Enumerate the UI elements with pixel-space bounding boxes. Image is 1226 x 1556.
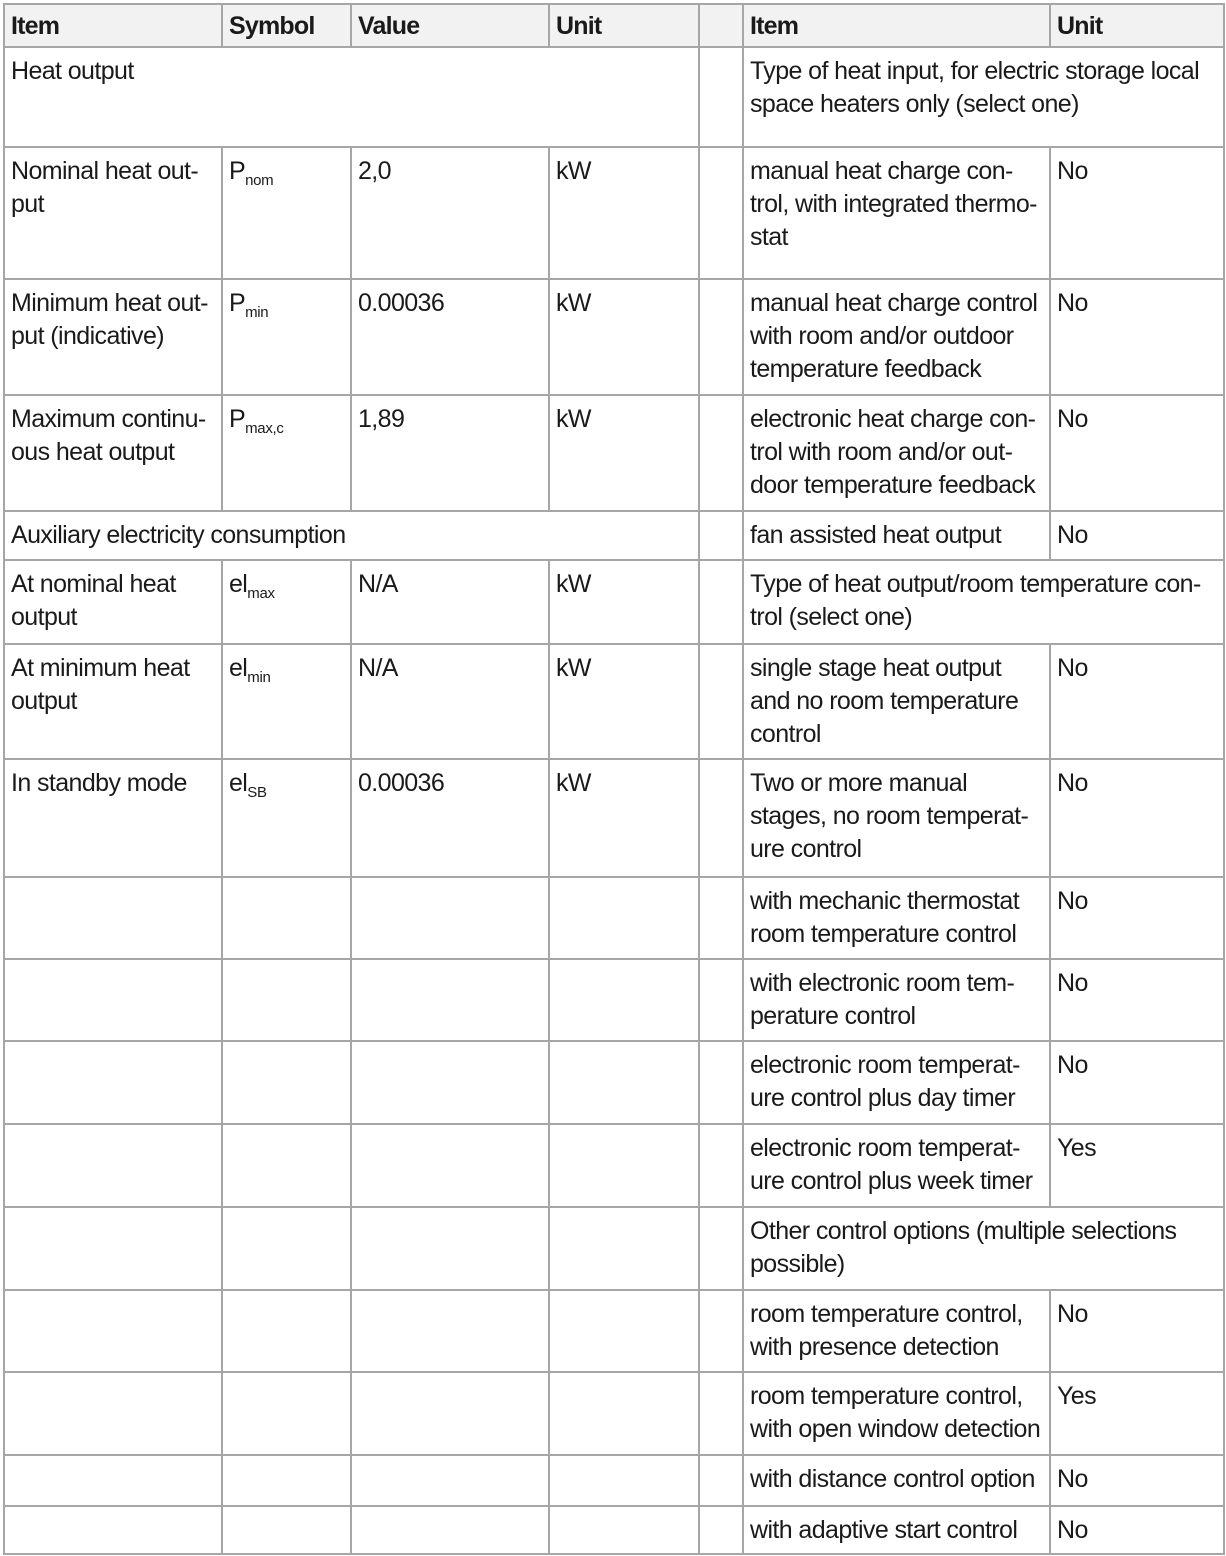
- right-unit-cell: No: [1050, 644, 1224, 759]
- empty-cell: [549, 1506, 699, 1554]
- table-row: [4, 877, 1224, 959]
- empty-cell: [351, 1506, 549, 1554]
- right-unit-cell: No: [1050, 511, 1224, 560]
- empty-cell: [222, 1041, 351, 1124]
- right-unit-cell: No: [1050, 1041, 1224, 1124]
- table-row: [4, 1124, 1224, 1207]
- spacer-cell: [699, 959, 743, 1041]
- header-right-unit: Unit: [1050, 4, 1224, 47]
- section-heat-output: Heat output: [4, 47, 699, 147]
- empty-cell: [549, 1290, 699, 1372]
- spacer-cell: [699, 1041, 743, 1124]
- item-cell: Minimum heat out-put (indicative): [4, 279, 222, 395]
- table-row: [4, 511, 1224, 560]
- right-unit-cell: No: [1050, 959, 1224, 1041]
- empty-cell: [549, 1124, 699, 1207]
- empty-cell: [351, 877, 549, 959]
- empty-cell: [549, 1207, 699, 1290]
- spacer-cell: [699, 511, 743, 560]
- empty-cell: [222, 1372, 351, 1455]
- right-item-cell: fan assisted heat output: [743, 511, 1050, 560]
- right-item-cell: Two or more manual stages, no room temperat-ure control: [743, 759, 1050, 877]
- symbol-cell: $el_{max}$: [222, 560, 351, 644]
- item-cell: In standby mode: [4, 759, 222, 877]
- empty-cell: [351, 1124, 549, 1207]
- empty-cell: [222, 959, 351, 1041]
- item-cell: Nominal heat out-put: [4, 147, 222, 279]
- spacer-cell: [699, 1290, 743, 1372]
- table-row: [4, 560, 1224, 644]
- empty-cell: [4, 959, 222, 1041]
- empty-cell: [4, 1506, 222, 1554]
- unit-cell: kW: [549, 644, 699, 759]
- unit-cell: kW: [549, 147, 699, 279]
- table-row: [4, 1041, 1224, 1124]
- spacer-cell: [699, 279, 743, 395]
- spacer-cell: [699, 1455, 743, 1506]
- empty-cell: [4, 1372, 222, 1455]
- unit-cell: kW: [549, 759, 699, 877]
- right-item-cell: with electronic room tem-perature control: [743, 959, 1050, 1041]
- right-unit-cell: No: [1050, 759, 1224, 877]
- empty-cell: [4, 1207, 222, 1290]
- symbol-cell: $P_{max,c}$: [222, 395, 351, 511]
- value-cell: 1,89: [351, 395, 549, 511]
- header-value: Value: [351, 4, 549, 47]
- section-heat-output-control: Type of heat output/room temperature con-trol (select one): [743, 560, 1224, 644]
- symbol-cell: $P_{nom}$: [222, 147, 351, 279]
- symbol-cell: $P_{min}$: [222, 279, 351, 395]
- table-row: [4, 1455, 1224, 1506]
- table-row: [4, 1506, 1224, 1554]
- header-symbol: Symbol: [222, 4, 351, 47]
- unit-cell: kW: [549, 395, 699, 511]
- right-item-cell: with adaptive start control: [743, 1506, 1050, 1554]
- right-unit-cell: No: [1050, 147, 1224, 279]
- value-cell: 0.00036: [351, 279, 549, 395]
- spacer-cell: [699, 1506, 743, 1554]
- unit-cell: kW: [549, 560, 699, 644]
- right-unit-cell: No: [1050, 279, 1224, 395]
- value-cell: 0.00036: [351, 759, 549, 877]
- empty-cell: [222, 1124, 351, 1207]
- spacer-cell: [699, 395, 743, 511]
- table-row: [4, 1207, 1224, 1290]
- right-item-cell: with distance control option: [743, 1455, 1050, 1506]
- section-other-controls: Other control options (multiple selections possible): [743, 1207, 1224, 1290]
- empty-cell: [4, 1455, 222, 1506]
- empty-cell: [351, 1041, 549, 1124]
- right-unit-cell: No: [1050, 1506, 1224, 1554]
- right-item-cell: with mechanic thermostat room temperature control: [743, 877, 1050, 959]
- empty-cell: [4, 1124, 222, 1207]
- item-cell: At nominal heat output: [4, 560, 222, 644]
- header-unit: Unit: [549, 4, 699, 47]
- empty-cell: [222, 1506, 351, 1554]
- empty-cell: [549, 1455, 699, 1506]
- right-unit-cell: No: [1050, 395, 1224, 511]
- right-unit-cell: No: [1050, 1290, 1224, 1372]
- empty-cell: [549, 877, 699, 959]
- symbol-cell: $el_{min}$: [222, 644, 351, 759]
- table-row: [4, 47, 1224, 147]
- right-unit-cell: Yes: [1050, 1124, 1224, 1207]
- spacer-cell: [699, 644, 743, 759]
- spacer-cell: [699, 560, 743, 644]
- empty-cell: [351, 1207, 549, 1290]
- spacer-cell: [699, 1207, 743, 1290]
- value-cell: 2,0: [351, 147, 549, 279]
- item-cell: Maximum continu-ous heat output: [4, 395, 222, 511]
- right-item-cell: manual heat charge con-trol, with integrated thermo-stat: [743, 147, 1050, 279]
- right-unit-cell: Yes: [1050, 1372, 1224, 1455]
- right-item-cell: electronic heat charge con-trol with room and/or out-door temperature feedback: [743, 395, 1050, 511]
- symbol-cell: $el_{SB}$: [222, 759, 351, 877]
- empty-cell: [4, 1041, 222, 1124]
- section-heat-input: Type of heat input, for electric storage local space heaters only (select one): [743, 47, 1224, 147]
- empty-cell: [351, 1455, 549, 1506]
- empty-cell: [4, 1290, 222, 1372]
- table-row: [4, 644, 1224, 759]
- empty-cell: [549, 1041, 699, 1124]
- spacer-cell: [699, 1372, 743, 1455]
- table-row: [4, 147, 1224, 279]
- empty-cell: [4, 877, 222, 959]
- table-row: [4, 279, 1224, 395]
- value-cell: N/A: [351, 644, 549, 759]
- header-item: Item: [4, 4, 222, 47]
- unit-cell: kW: [549, 279, 699, 395]
- empty-cell: [351, 959, 549, 1041]
- spacer-cell: [699, 47, 743, 147]
- spacer-cell: [699, 147, 743, 279]
- table-row: [4, 1290, 1224, 1372]
- header-right-item: Item: [743, 4, 1050, 47]
- right-item-cell: electronic room temperat-ure control plus day timer: [743, 1041, 1050, 1124]
- empty-cell: [222, 1207, 351, 1290]
- empty-cell: [549, 1372, 699, 1455]
- empty-cell: [351, 1290, 549, 1372]
- spacer-cell: [699, 759, 743, 877]
- empty-cell: [549, 959, 699, 1041]
- ecodesign-spec-table: [3, 3, 1225, 1555]
- table-row: [4, 1372, 1224, 1455]
- item-cell: At minimum heat output: [4, 644, 222, 759]
- header-row: [4, 4, 1224, 47]
- table-row: [4, 395, 1224, 511]
- section-auxiliary: Auxiliary electricity consumption: [4, 511, 699, 560]
- header-spacer: [699, 4, 743, 47]
- table-row: [4, 759, 1224, 877]
- value-cell: N/A: [351, 560, 549, 644]
- empty-cell: [222, 1290, 351, 1372]
- right-unit-cell: No: [1050, 877, 1224, 959]
- right-item-cell: single stage heat output and no room temperature control: [743, 644, 1050, 759]
- right-item-cell: manual heat charge control with room and/or outdoor temperature feedback: [743, 279, 1050, 395]
- right-item-cell: room temperature control, with presence detection: [743, 1290, 1050, 1372]
- empty-cell: [222, 1455, 351, 1506]
- spacer-cell: [699, 877, 743, 959]
- right-item-cell: electronic room temperat-ure control plus week timer: [743, 1124, 1050, 1207]
- spacer-cell: [699, 1124, 743, 1207]
- table-row: [4, 959, 1224, 1041]
- right-unit-cell: No: [1050, 1455, 1224, 1506]
- empty-cell: [351, 1372, 549, 1455]
- empty-cell: [222, 877, 351, 959]
- right-item-cell: room temperature control, with open window detection: [743, 1372, 1050, 1455]
